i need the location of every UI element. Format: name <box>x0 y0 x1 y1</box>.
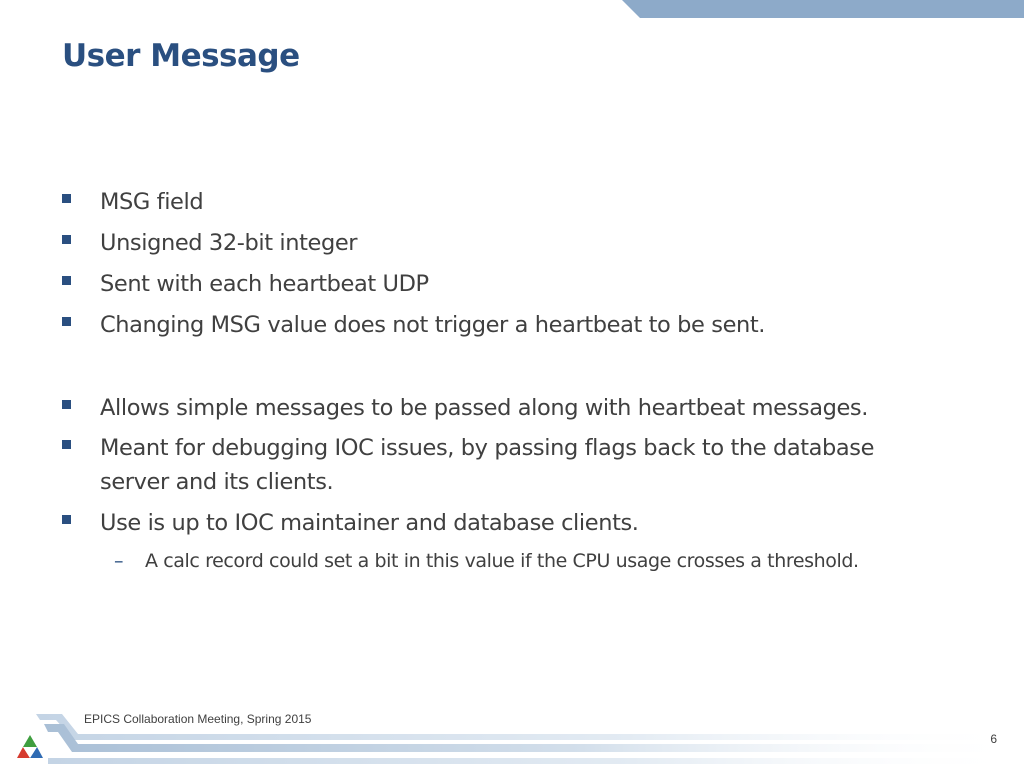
square-bullet-icon <box>62 194 71 203</box>
bullet-item: Changing MSG value does not trigger a heartbeat to be sent. <box>62 308 932 342</box>
bullet-item: MSG field <box>62 185 932 219</box>
square-bullet-icon <box>62 440 71 449</box>
square-bullet-icon <box>62 317 71 326</box>
footer-text: EPICS Collaboration Meeting, Spring 2015 <box>84 712 312 726</box>
square-bullet-icon <box>62 400 71 409</box>
bullet-item: Allows simple messages to be passed along with heartbeat messages. <box>62 391 932 425</box>
bullet-item: Use is up to IOC maintainer and database clients. <box>62 506 932 540</box>
footer-swoosh <box>0 700 1024 768</box>
square-bullet-icon <box>62 235 71 244</box>
slide-title: User Message <box>62 38 300 74</box>
dash-bullet-icon: – <box>114 550 124 572</box>
bullet-item: Meant for debugging IOC issues, by passing flags back to the database server and its clients. <box>62 431 932 499</box>
triangle-logo-icon <box>16 734 44 760</box>
page-number: 6 <box>990 732 997 746</box>
bullet-item: Unsigned 32-bit integer <box>62 226 932 260</box>
square-bullet-icon <box>62 515 71 524</box>
sub-bullet-item: – A calc record could set a bit in this value if the CPU usage crosses a threshold. <box>114 546 974 576</box>
bullet-item: Sent with each heartbeat UDP <box>62 267 932 301</box>
square-bullet-icon <box>62 276 71 285</box>
